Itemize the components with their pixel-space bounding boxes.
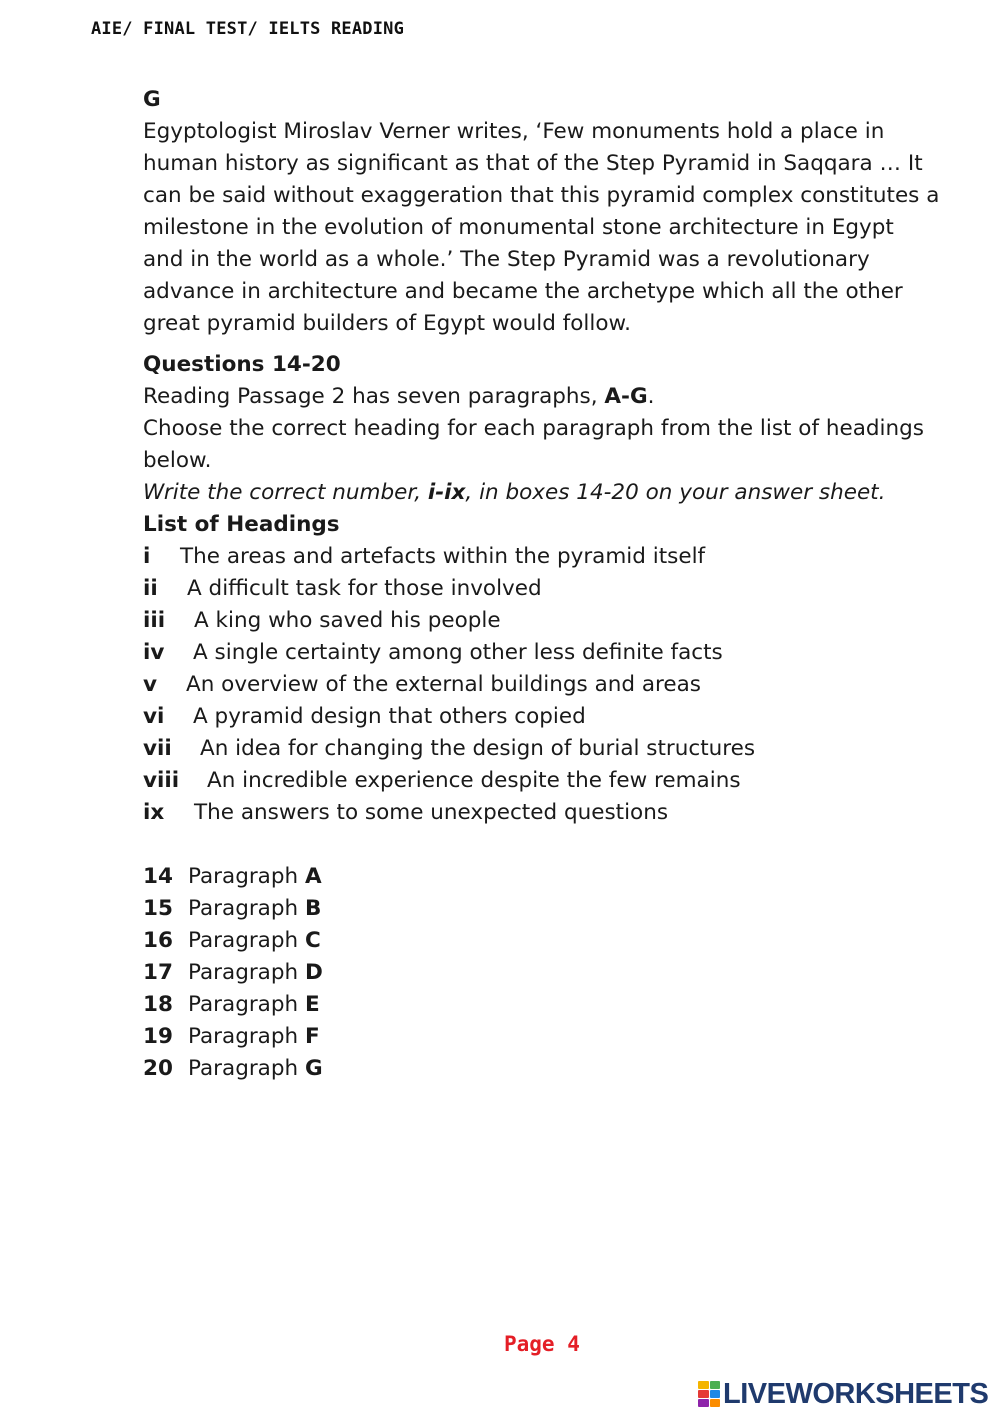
question-label: Paragraph: [188, 896, 299, 921]
heading-numeral: ii: [143, 576, 158, 601]
question-letter: E: [304, 992, 320, 1017]
heading-item: [143, 765, 963, 797]
heading-item: [143, 701, 963, 733]
instructions-line: below.: [143, 448, 212, 473]
question-items: [143, 861, 963, 1085]
heading-item: [143, 669, 963, 701]
page-number: Page 4: [504, 1332, 580, 1356]
paragraph-line: can be said without exaggeration that this pyramid complex constitutes a: [143, 183, 940, 208]
write-text: Write the correct number,: [143, 480, 428, 505]
paragraph-line: milestone in the evolution of monumental stone architecture in Egypt: [143, 215, 894, 240]
heading-text: The answers to some unexpected questions: [194, 800, 669, 825]
question-item-15: [143, 893, 963, 925]
question-label: Paragraph: [188, 1056, 299, 1081]
instructions-line: Choose the correct heading for each paragraph from the list of headings: [143, 416, 924, 441]
liveworksheets-brand[interactable]: [698, 1376, 988, 1412]
question-label: Paragraph: [188, 992, 299, 1017]
document-body: [143, 84, 963, 1085]
intro-range: A-G: [604, 384, 648, 409]
question-letter: G: [304, 1056, 323, 1081]
heading-numeral: i: [143, 544, 151, 569]
spacer: [143, 829, 963, 861]
write-instructions: [143, 477, 963, 509]
question-number: 16: [143, 928, 173, 953]
heading-numeral: vii: [143, 736, 172, 761]
heading-item: [143, 637, 963, 669]
question-number: 18: [143, 992, 173, 1017]
heading-item: [143, 605, 963, 637]
question-number: 14: [143, 864, 173, 889]
question-number: 20: [143, 1056, 173, 1081]
question-item-14: [143, 861, 963, 893]
question-number: 19: [143, 1024, 173, 1049]
heading-item: [143, 541, 963, 573]
question-label: Paragraph: [188, 928, 299, 953]
question-letter: D: [304, 960, 323, 985]
heading-item: [143, 733, 963, 765]
heading-numeral: viii: [143, 768, 180, 793]
heading-text: An overview of the external buildings and areas: [186, 672, 702, 697]
liveworksheets-logo-icon: [698, 1381, 720, 1407]
heading-numeral: iii: [143, 608, 166, 633]
question-item-16: [143, 925, 963, 957]
paragraph-line: human history as significant as that of the Step Pyramid in Saqqara … It: [143, 151, 923, 176]
paragraph-g-text: [143, 116, 963, 340]
paragraph-letter: G: [143, 87, 161, 112]
paragraph-line: great pyramid builders of Egypt would follow.: [143, 311, 631, 336]
heading-numeral: iv: [143, 640, 165, 665]
heading-text: A difficult task for those involved: [187, 576, 542, 601]
intro-end: .: [647, 384, 655, 409]
question-item-19: [143, 1021, 963, 1053]
heading-text: An idea for changing the design of burial structures: [200, 736, 756, 761]
question-item-18: [143, 989, 963, 1021]
paragraph-line: and in the world as a whole.’ The Step Pyramid was a revolutionary: [143, 247, 870, 272]
headings-list: [143, 541, 963, 829]
question-letter: F: [304, 1024, 320, 1049]
brand-wordmark: LIVEWORKSHEETS: [723, 1377, 989, 1410]
question-label: Paragraph: [188, 1024, 299, 1049]
heading-numeral: v: [143, 672, 158, 697]
question-letter: A: [304, 864, 322, 889]
paragraph-line: advance in architecture and became the archetype which all the other: [143, 279, 903, 304]
questions-title: Questions 14-20: [143, 352, 341, 377]
question-label: Paragraph: [188, 960, 299, 985]
heading-text: An incredible experience despite the few remains: [207, 768, 741, 793]
question-item-17: [143, 957, 963, 989]
intro-text: Reading Passage 2 has seven paragraphs,: [143, 384, 605, 409]
question-item-20: [143, 1053, 963, 1085]
question-label: Paragraph: [188, 864, 299, 889]
question-number: 15: [143, 896, 173, 921]
heading-item: [143, 797, 963, 829]
write-end: , in boxes 14-20 on your answer sheet.: [465, 480, 886, 505]
heading-numeral: ix: [143, 800, 165, 825]
document-header-title: AIE/ FINAL TEST/ IELTS READING: [91, 19, 405, 39]
heading-text: A single certainty among other less definite facts: [193, 640, 723, 665]
heading-item: [143, 573, 963, 605]
list-of-headings-title: List of Headings: [143, 512, 340, 537]
paragraph-line: Egyptologist Miroslav Verner writes, ‘Few monuments hold a place in: [143, 119, 885, 144]
heading-text: The areas and artefacts within the pyramid itself: [180, 544, 706, 569]
questions-intro: [143, 381, 963, 413]
heading-text: A king who saved his people: [194, 608, 501, 633]
write-range: i-ix: [427, 480, 466, 505]
question-letter: B: [304, 896, 322, 921]
question-number: 17: [143, 960, 173, 985]
heading-text: A pyramid design that others copied: [193, 704, 586, 729]
question-letter: C: [304, 928, 321, 953]
heading-numeral: vi: [143, 704, 165, 729]
